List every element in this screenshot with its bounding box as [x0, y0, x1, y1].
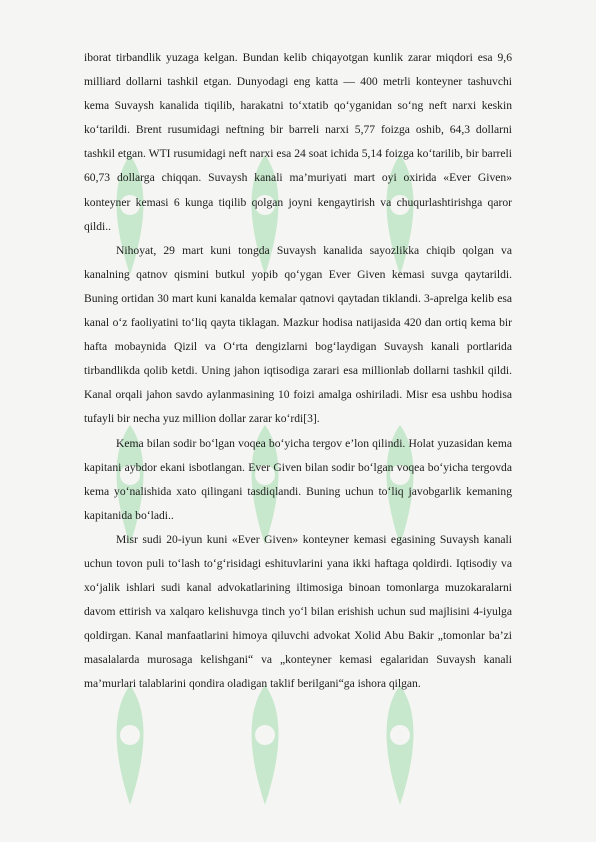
watermark-logo-icon [370, 680, 430, 810]
watermark-logo-icon [235, 680, 295, 810]
paragraph-court-hearing: Misr sudi 20-iyun kuni «Ever Given» konteyner kemasi egasining Suvaysh kanali uchun tovon puli to‘lash to‘g‘risidagi eshituvlarini yana ikki haftaga qoldirdi. Iqtisodiy va xo‘jalik ishlari sudi kanal advokatlarining iltimosiga binoan tomonlarga muzokaralarni davom ettirish va xalqaro kelishuvga tinch yo‘l bilan erishish uchun sud majlisini 4-iyulga qoldirgan. Kanal manfaatlarini himoya qiluvchi advokat Xolid Abu Bakir „tomonlar ba’zi masalalarda murosaga kelishgani“ va „konteyner kemasi egalaridan Suvaysh kanali ma’murlari talablarini qondira oladigan taklif berilgani“ga ishora qilgan. [84, 532, 512, 691]
body-text [84, 46, 512, 697]
paragraph-ship-refloated: Nihoyat, 29 mart kuni tongda Suvaysh kanalida sayozlikka chiqib qolgan va kanalning qatnov qismini butkul yopib qo‘ygan Ever Given kemasi suvga qaytarildi. Buning ortidan 30 mart kuni kanalda kemalar qatnovi qaytadan tiklandi. 3-aprelga kelib esa kanal o‘z faoliyatini to‘liq qayta tiklagan. Mazkur hodisa natijasida 420 dan ortiq kema bir hafta mobaynida Qizil va O‘rta dengizlarni bog‘laydigan Suvaysh kanali portlarida tirbandlikda qolib ketdi. Uning jahon iqtisodiga zarari esa millionlab dollarni tashkil qildi. Kanal orqali jahon savdo aylanmasining 10 foizi amalga oshiriladi. Misr esa ushbu hodisa tufayli bir necha yuz million dollar zarar ko‘rdi[3]. [84, 243, 512, 426]
paragraph-continuation: iborat tirbandlik yuzaga kelgan. Bundan kelib chiqayotgan kunlik zarar miqdori esa 9,6 milliard dollarni tashkil etgan. Dunyodagi eng katta — 400 metrli konteyner tashuvchi kema Suvaysh kanalida tiqilib, harakatni to‘xtatib qo‘yganidan so‘ng neft narxi keskin ko‘tarildi. Brent rusumidagi neftning bir barreli narxi 5,77 foizga oshib, 64,3 dollarni tashkil etgan. WTI rusumidagi neft narxi esa 24 soat ichida 5,14 foizga ko‘tarilib, bir barreli 60,73 dollarga chiqqan. Suvaysh kanali ma’muriyati mart oyi oxirida «Ever Given» konteyner kemasi 6 kunga tiqilib qolgan joyni kengaytirish va chuqurlashtirishga qaror qildi.. [84, 51, 512, 233]
paragraph-investigation: Kema bilan sodir bo‘lgan voqea bo‘yicha tergov e’lon qilindi. Holat yuzasidan kema kapitani aybdor ekani isbotlangan. Ever Given bilan sodir bo‘lgan voqea bo‘yicha tergovda kema yo‘nalishida xato qilingani tasdiqlandi. Buning uchun to‘liq javobgarlik kemaning kapitanida bo‘ladi.. [84, 436, 512, 522]
watermark-logo-icon [100, 680, 160, 810]
